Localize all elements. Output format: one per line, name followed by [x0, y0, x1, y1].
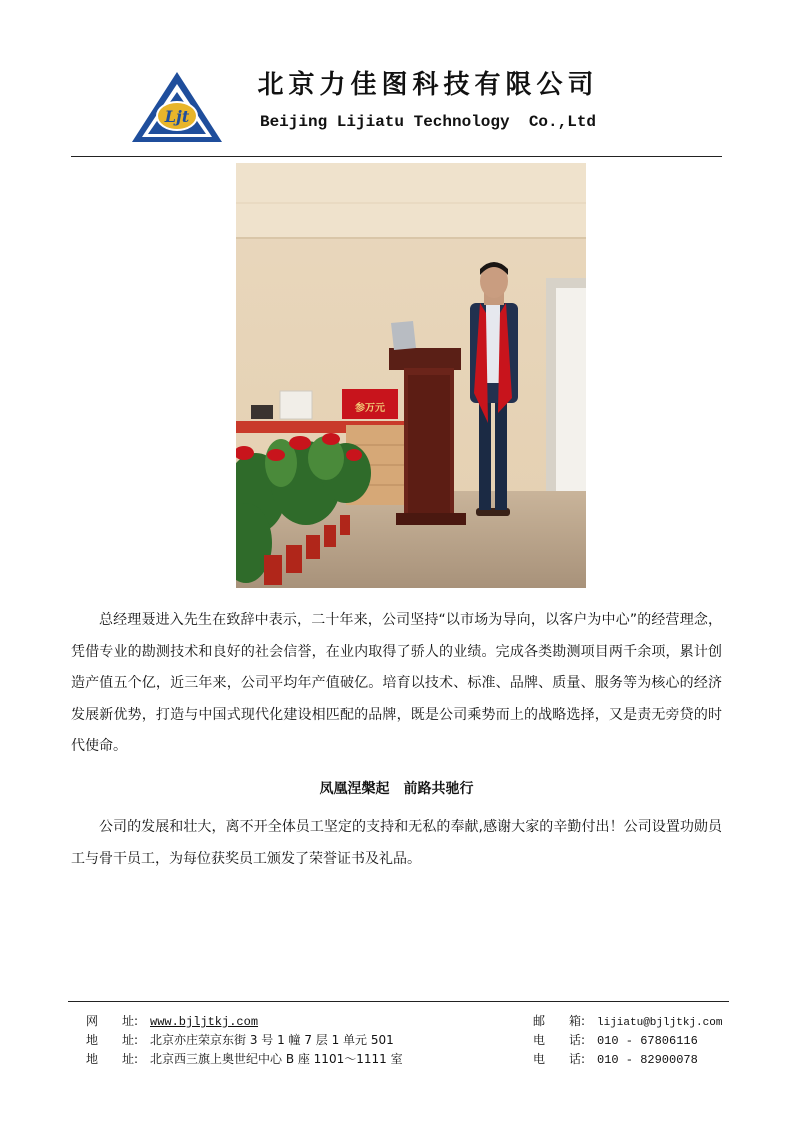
phone-2-label: 电 话:	[533, 1052, 586, 1066]
website-link[interactable]: www.bjljtkj.com	[150, 1015, 259, 1029]
phone-1-label: 电 话:	[533, 1033, 586, 1047]
event-photo	[236, 163, 586, 588]
company-name-cn: 北京力佳图科技有限公司	[257, 70, 599, 100]
company-name-en: Beijing Lijiatu Technology Co.,Ltd	[259, 113, 597, 131]
footer-address-1	[86, 1031, 394, 1050]
website-label: 网 址:	[86, 1014, 139, 1028]
header-divider	[71, 156, 722, 157]
footer-divider	[68, 1001, 729, 1002]
svg-text:参万元: 参万元	[355, 403, 385, 414]
phone-1-value: 010 - 67806116	[597, 1034, 698, 1048]
footer-phone-1	[533, 1031, 698, 1051]
svg-text:Ljt: Ljt	[164, 107, 190, 126]
footer-email	[533, 1012, 722, 1033]
address-2-value: 北京西三旗上奥世纪中心 B 座 1101～1111 室	[150, 1052, 403, 1066]
email-value[interactable]: lijiatu@bjljtkj.com	[597, 1017, 723, 1029]
address-1-label: 地 址:	[86, 1033, 139, 1047]
footer-address-2	[86, 1050, 403, 1069]
footer-website	[86, 1012, 258, 1032]
section-heading: 凤凰涅槃起 前路共驰行	[319, 781, 474, 797]
address-2-label: 地 址:	[86, 1052, 139, 1066]
company-logo	[130, 70, 224, 144]
address-1-value: 北京亦庄荣京东街 3 号 1 幢 7 层 1 单元 501	[150, 1033, 394, 1047]
article-paragraph-2: 公司的发展和壮大，离不开全体员工坚定的支持和无私的奉献,感谢大家的辛勤付出！公司设置功勋员工与骨干员工，为每位获奖员工颁发了荣誉证书及礼品。	[71, 819, 722, 867]
footer-phone-2	[533, 1050, 698, 1070]
phone-2-value: 010 - 82900078	[597, 1053, 698, 1067]
email-label: 邮 箱:	[533, 1014, 586, 1028]
article-paragraph-1: 总经理聂进入先生在致辞中表示，二十年来，公司坚持“以市场为导向，以客户为中心”的经营理念，凭借专业的勘测技术和良好的社会信誉，在业内取得了骄人的业绩。完成各类勘测项目两千余项，累计创造产值五个亿，近三年来，公司平均年产值破亿。培育以技术、标准、品牌、质量、服务等为核心的经济发展新优势，打造与中国式现代化建设相匹配的品牌，既是公司乘势而上的战略选择，又是责无旁贷的时代使命。	[71, 612, 722, 754]
